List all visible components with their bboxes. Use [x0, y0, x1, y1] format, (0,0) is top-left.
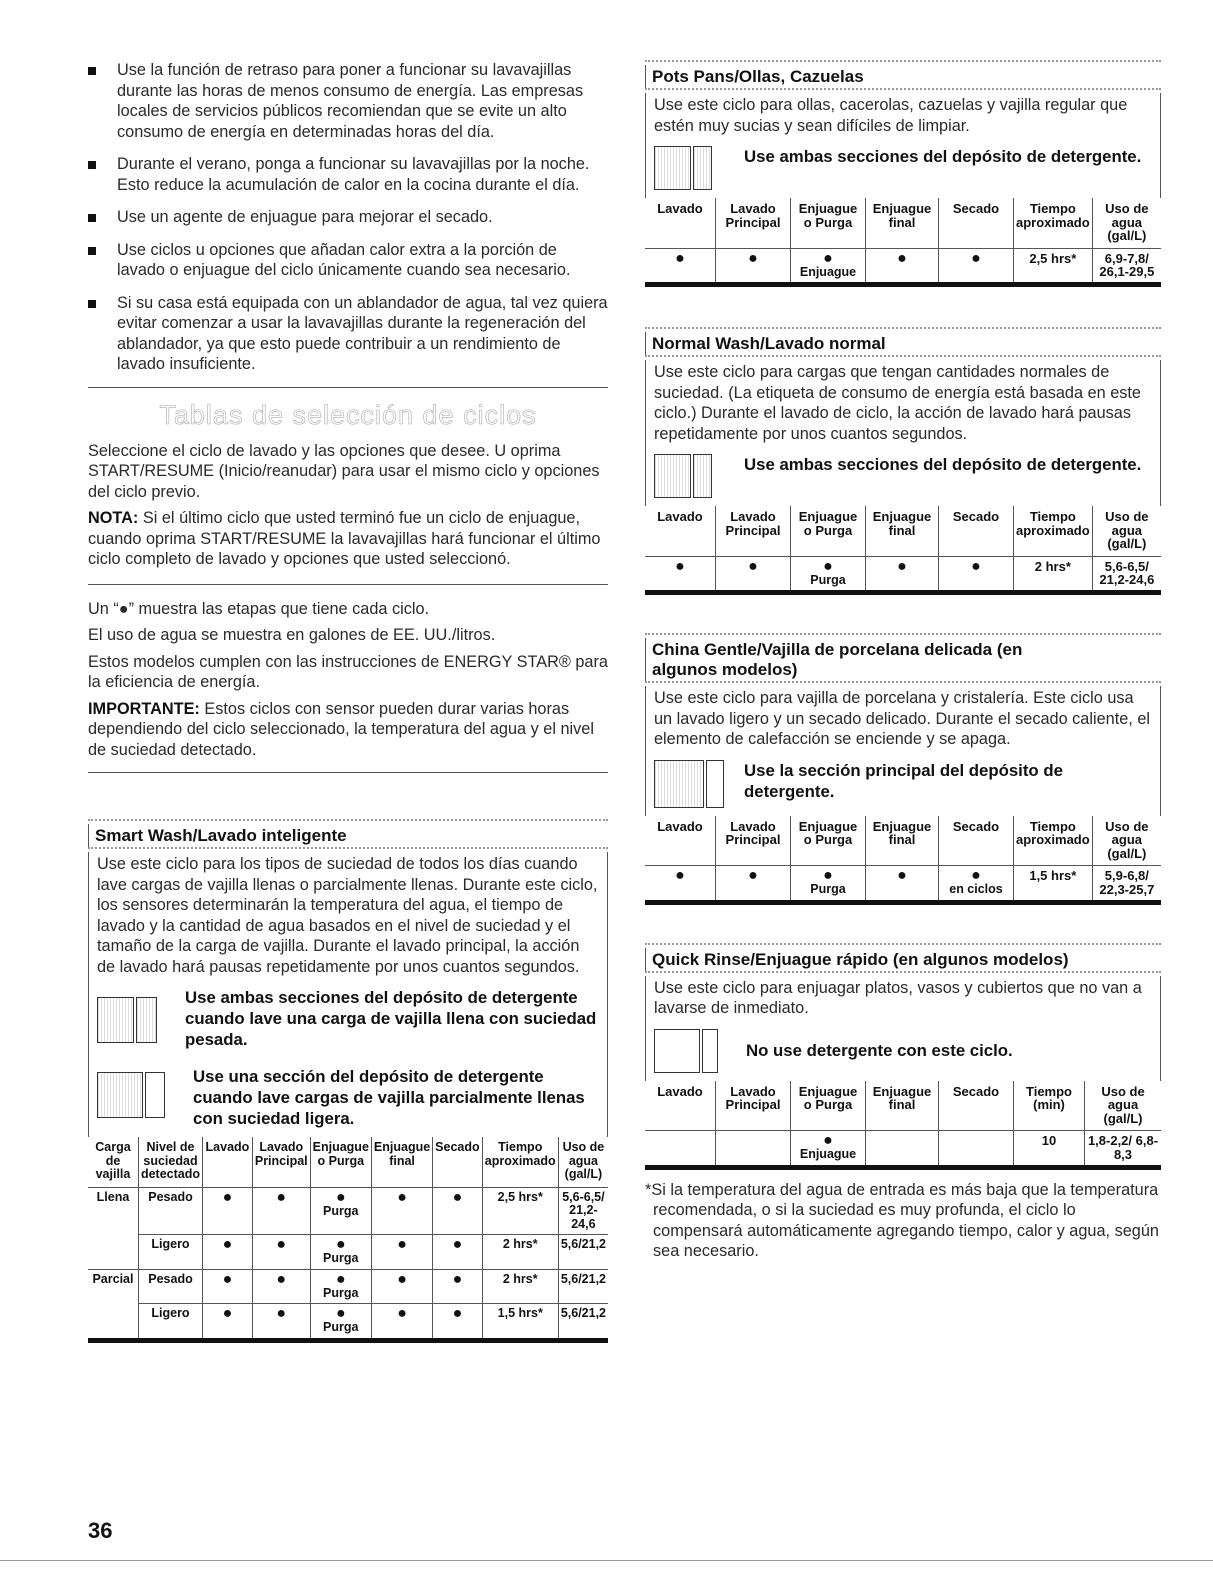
list-item: Use ciclos u opciones que añadan calor extra a la porción de lavado o enjuague del ciclo únicamente cuando sea necesario. [88, 240, 608, 281]
main-dispenser-icon [97, 1072, 165, 1118]
list-item: Use la función de retraso para poner a funcionar su lavavajillas durante las horas de menos consumo de energía. Las empresas locales de servicios públicos recomiendan que se evite un alto consumo de energía en determinadas horas del día. [88, 60, 608, 142]
left-column [88, 60, 608, 1343]
list-item: Si su casa está equipada con un ablandador de agua, tal vez quiera evitar comenzar a usar la lavavajillas durante la regeneración del ablandador, ya que esto puede contribuir a un rendimiento de lavado insuficiente. [88, 293, 608, 375]
cycle-description: Use este ciclo para enjuagar platos, vasos y cubiertos que no van a lavarse de inmediato. No use detergente con este ciclo. [645, 976, 1161, 1081]
table-row: Ligero ● ● ● Purga ● ● 2 hrs* 5,6/21,2 [88, 1235, 608, 1270]
cycle-title: Smart Wash/Lavado inteligente [88, 824, 608, 847]
table-row: ● ● ● Purga ● ● 2 hrs* 5,6-6,5/ 21,2-24,6 [645, 556, 1161, 593]
table-row: Ligero ● ● ● Purga ● ● 1,5 hrs* 5,6/21,2 [88, 1304, 608, 1341]
cycle-title: Pots Pans/Ollas, Cazuelas [645, 65, 1161, 88]
importante-label: IMPORTANTE: [88, 699, 200, 718]
energy-star-text: Estos modelos cumplen con las instrucciones de ENERGY STAR® para la eficiencia de energía. [88, 652, 608, 691]
cycle-title: China Gentle/Vajilla de porcelana delicada (en algunos modelos) [645, 638, 1038, 681]
divider [88, 584, 608, 585]
detergent-instruction: Use ambas secciones del depósito de detergente. [654, 146, 1154, 190]
table-row: Llena Pesado ● ● ● Purga ● ● 2,5 hrs* 5,6-6,5/ 21,2-24,6 [88, 1187, 608, 1235]
dotted-border [88, 819, 608, 824]
empty-dispenser-icon [654, 1029, 718, 1073]
table-row: ● Enjuague 10 1,8-2,2/ 6,8-8,3 [645, 1131, 1161, 1168]
dotted-border [645, 633, 1161, 638]
dotted-border [645, 60, 1161, 65]
table-row: Parcial Pesado ● ● ● Purga ● ● 2 hrs* 5,6/21,2 [88, 1269, 608, 1304]
importante-paragraph: IMPORTANTE: Estos ciclos con sensor pueden durar varias horas dependiendo del ciclo seleccionado, la temperatura del agua y el nivel de suciedad detectado. [88, 699, 594, 759]
detergent-instruction: Use ambas secciones del depósito de detergente. [654, 454, 1154, 498]
normal-wash-table: Lavado Lavado Principal Enjuague o Purga Enjuague final Secado Tiempo aproximado Uso de agua (gal/L) ● ● ● Purga ● ● 2 hrs* 5,6-6,5/ 21,2-24,6 [645, 506, 1161, 595]
nota-paragraph: NOTA: Si el último ciclo que usted terminó fue un ciclo de enjuague, cuando oprima START/RESUME la lavavajillas hará funcionar el último ciclo completo de lavado y opciones que usted seleccionó. [88, 509, 601, 568]
table-row: ● ● ● Purga ● ● en ciclos 1,5 hrs* 5,9-6,8/ 22,3-25,7 [645, 866, 1161, 903]
detergent-instruction: Use ambas secciones del depósito de detergente cuando lave una carga de vajilla llena con suciedad pesada. [97, 987, 601, 1050]
intro-text: Seleccione el ciclo de lavado y las opciones que desee. U oprima START/RESUME (Inicio/reanudar) para usar el mismo ciclo y opciones del ciclo previo. [88, 441, 600, 501]
dotted-border [645, 681, 1161, 686]
list-item: Durante el verano, ponga a funcionar su lavavajillas por la noche. Esto reduce la acumulación de calor en la cocina durante el día. [88, 154, 608, 195]
table-row: ● ● ● Enjuague ● ● 2,5 hrs* 6,9-7,8/ 26,1-29,5 [645, 248, 1161, 285]
dotted-border [645, 943, 1161, 948]
water-units-text: El uso de agua se muestra en galones de EE. UU./litros. [88, 626, 496, 644]
energy-tips-list [88, 60, 608, 375]
footnote: *Si la temperatura del agua de entrada es más baja que la temperatura recomendada, o si la suciedad es muy profunda, el ciclo lo compensará automáticamente agregando tiempo, calor y agua, según sea necesario. [645, 1180, 1159, 1260]
bullet-square-icon [88, 161, 96, 169]
bullet-square-icon [88, 300, 96, 308]
cycle-description: Use este ciclo para los tipos de suciedad de todos los días cuando lave cargas de vajilla llenas o parcialmente llenas. Durante este ciclo, los sensores determinarán la temperatura del agua, el tiempo de lavado y la cantidad de agua basados en el nivel de suciedad y el tamaño de la carga de vajilla. Durante el lavado principal, la acción de lavado hará pausas repetidamente por unos cuantos segundos. Use ambas secciones del depósito de detergente cuando lave una carga de vajilla llena con suciedad pesada. Use una sección del depósito de detergente cuando lave cargas de vajilla parcialmente llenas con suciedad ligera. [88, 852, 608, 1137]
both-dispenser-icon [654, 146, 712, 190]
dotted-border [645, 327, 1161, 332]
both-dispenser-icon [97, 997, 157, 1043]
normal-wash-cycle [645, 327, 1161, 595]
china-gentle-cycle [645, 633, 1161, 905]
right-column [645, 60, 1161, 1268]
china-gentle-table: Lavado Lavado Principal Enjuague o Purga Enjuague final Secado Tiempo aproximado Uso de agua (gal/L) ● ● ● Purga ● ● en ciclos 1,5 hrs* 5,9-6,8/ 22,3-25,7 [645, 816, 1161, 905]
bullet-square-icon [88, 247, 96, 255]
pots-pans-table: Lavado Lavado Principal Enjuague o Purga Enjuague final Secado Tiempo aproximado Uso de agua (gal/L) ● ● ● Enjuague ● ● 2,5 hrs* 6,9-7,8/ 26,1-29,5 [645, 198, 1161, 287]
detergent-instruction: No use detergente con este ciclo. [654, 1029, 1154, 1073]
cycle-description: Use este ciclo para vajilla de porcelana y cristalería. Este ciclo usa un lavado ligero y un secado delicado. Durante el secado caliente, el elemento de calefacción se enciende y se apaga. Use la sección principal del depósito de detergente. [645, 686, 1161, 816]
detergent-instruction: Use una sección del depósito de detergente cuando lave cargas de vajilla parcialmente llenas con suciedad ligera. [97, 1066, 601, 1129]
detergent-instruction: Use la sección principal del depósito de detergente. [654, 760, 1154, 808]
cycle-title: Normal Wash/Lavado normal [645, 332, 1161, 355]
cycle-description: Use este ciclo para cargas que tengan cantidades normales de suciedad. (La etiqueta de consumo de energía está basada en este ciclo.) Durante el lavado de ciclo, la acción de lavado hará pausas repetidamente por unos cuantos segundos. Use ambas secciones del depósito de detergente. [645, 360, 1161, 506]
section-title: Tablas de selección de ciclos [159, 399, 537, 430]
quick-rinse-cycle [645, 943, 1161, 1170]
cycle-title: Quick Rinse/Enjuague rápido (en algunos modelos) [645, 948, 1161, 971]
main-dispenser-icon [654, 760, 726, 808]
quick-rinse-table: Lavado Lavado Principal Enjuague o Purga Enjuague final Secado Tiempo (min) Uso de agua (gal/L) ● Enjuague 10 1,8-2,2/ 6,8-8,3 [645, 1081, 1161, 1170]
pots-pans-cycle [645, 60, 1161, 287]
divider [88, 387, 608, 388]
bullet-square-icon [88, 67, 96, 75]
nota-label: NOTA: [88, 509, 139, 527]
smart-wash-table: Carga de vajilla Nivel de suciedad detectado Lavado Lavado Principal Enjuague o Purga Enjuague final Secado Tiempo aproximado Uso de agua (gal/L) Llena Pesado ● ● ● Purga ● ● 2,5 hrs* 5,6-6,5/ 21,2-24,6 Ligero ● ● ● Purga ● ● 2 hrs* 5,6/21,2 Parcial Pesado ● ● ● Purga ● ● 2 hrs* 5,6/21,2 Ligero ● ● ● Purga ● ● 1,5 hrs* 5,6/21,2 [88, 1137, 608, 1343]
dotted-border [645, 88, 1161, 93]
bullet-square-icon [88, 214, 96, 222]
both-dispenser-icon [654, 454, 712, 498]
dot-legend-text: Un “●” muestra las etapas que tiene cada ciclo. [88, 599, 430, 618]
page-number: 36 [88, 1518, 113, 1543]
dotted-border [645, 971, 1161, 976]
dotted-border [88, 847, 608, 852]
divider [88, 772, 608, 773]
cycle-description: Use este ciclo para ollas, cacerolas, cazuelas y vajilla regular que estén muy sucias y sean difíciles de limpiar. Use ambas secciones del depósito de detergente. [645, 93, 1161, 198]
dotted-border [645, 355, 1161, 360]
bottom-rule [0, 1560, 1213, 1561]
smart-wash-cycle [88, 819, 608, 1343]
list-item: Use un agente de enjuague para mejorar el secado. [88, 207, 608, 228]
